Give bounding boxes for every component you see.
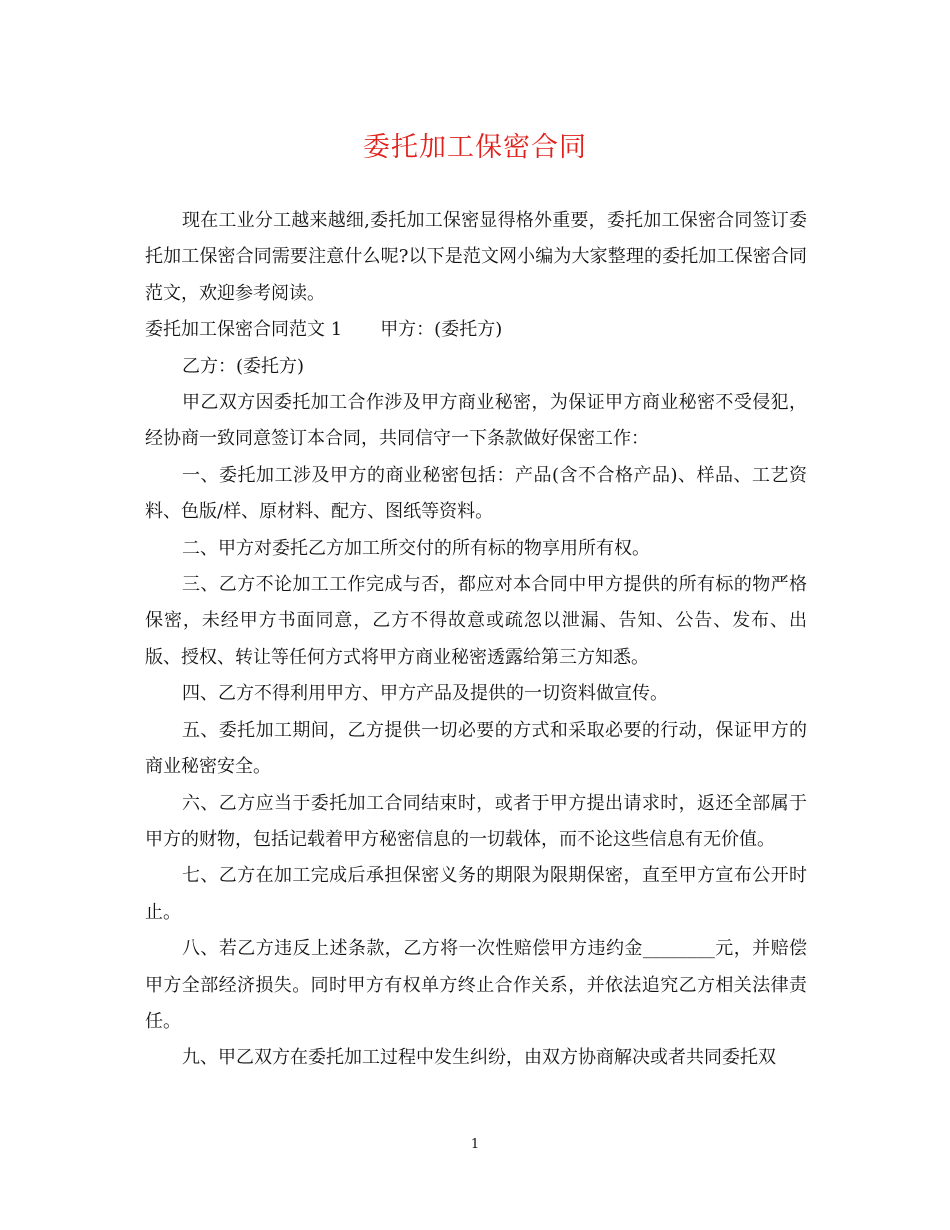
clause-1: 一、委托加工涉及甲方的商业秘密包括：产品(含不合格产品)、样品、工艺资料、色版/样、原材料、配方、图纸等资料。	[145, 464, 807, 523]
sample-heading: 委托加工保密合同范文 1	[145, 319, 343, 341]
party-b-label: 乙方：(委托方)	[182, 355, 305, 377]
clause-7: 七、乙方在加工完成后承担保密义务的期限为限期保密，直至甲方宣布公开时止。	[145, 865, 807, 923]
clause-8: 八、若乙方违反上述条款，乙方将一次性赔偿甲方违约金________元，并赔偿甲方全部经济损失。同时甲方有权单方终止合作关系，并依法追究乙方相关法律责任。	[145, 938, 807, 1032]
document-body	[145, 203, 807, 1077]
clause-3: 三、乙方不论加工工作完成与否，都应对本合同中甲方提供的所有标的物严格保密，未经甲方书面同意，乙方不得故意或疏忽以泄漏、告知、公告、发布、出版、授权、转让等任何方式将甲方商业秘密透露给第三方知悉。	[145, 574, 807, 668]
page-number: 1	[470, 1137, 480, 1152]
intro-paragraph: 现在工业分工越来越细,委托加工保密显得格外重要，委托加工保密合同签订委托加工保密合同需要注意什么呢?以下是范文网小编为大家整理的委托加工保密合同范文，欢迎参考阅读。	[145, 210, 807, 304]
clause-9: 九、甲乙双方在委托加工过程中发生纠纷，由双方协商解决或者共同委托双	[182, 1047, 776, 1069]
preamble-paragraph: 甲乙双方因委托加工合作涉及甲方商业秘密，为保证甲方商业秘密不受侵犯，经协商一致同意签订本合同，共同信守一下条款做好保密工作：	[145, 392, 807, 450]
clause-6: 六、乙方应当于委托加工合同结束时，或者于甲方提出请求时，返还全部属于甲方的财物，包括记载着甲方秘密信息的一切载体，而不论这些信息有无价值。	[145, 792, 807, 850]
clause-5: 五、委托加工期间，乙方提供一切必要的方式和采取必要的行动，保证甲方的商业秘密安全。	[145, 719, 807, 778]
clause-4: 四、乙方不得利用甲方、甲方产品及提供的一切资料做宣传。	[182, 683, 668, 705]
sample-heading-line	[145, 312, 807, 348]
document-title: 委托加工保密合同	[363, 132, 587, 163]
party-a-label: 甲方：(委托方)	[380, 319, 503, 341]
clause-2: 二、甲方对委托乙方加工所交付的所有标的物享用所有权。	[182, 537, 650, 559]
